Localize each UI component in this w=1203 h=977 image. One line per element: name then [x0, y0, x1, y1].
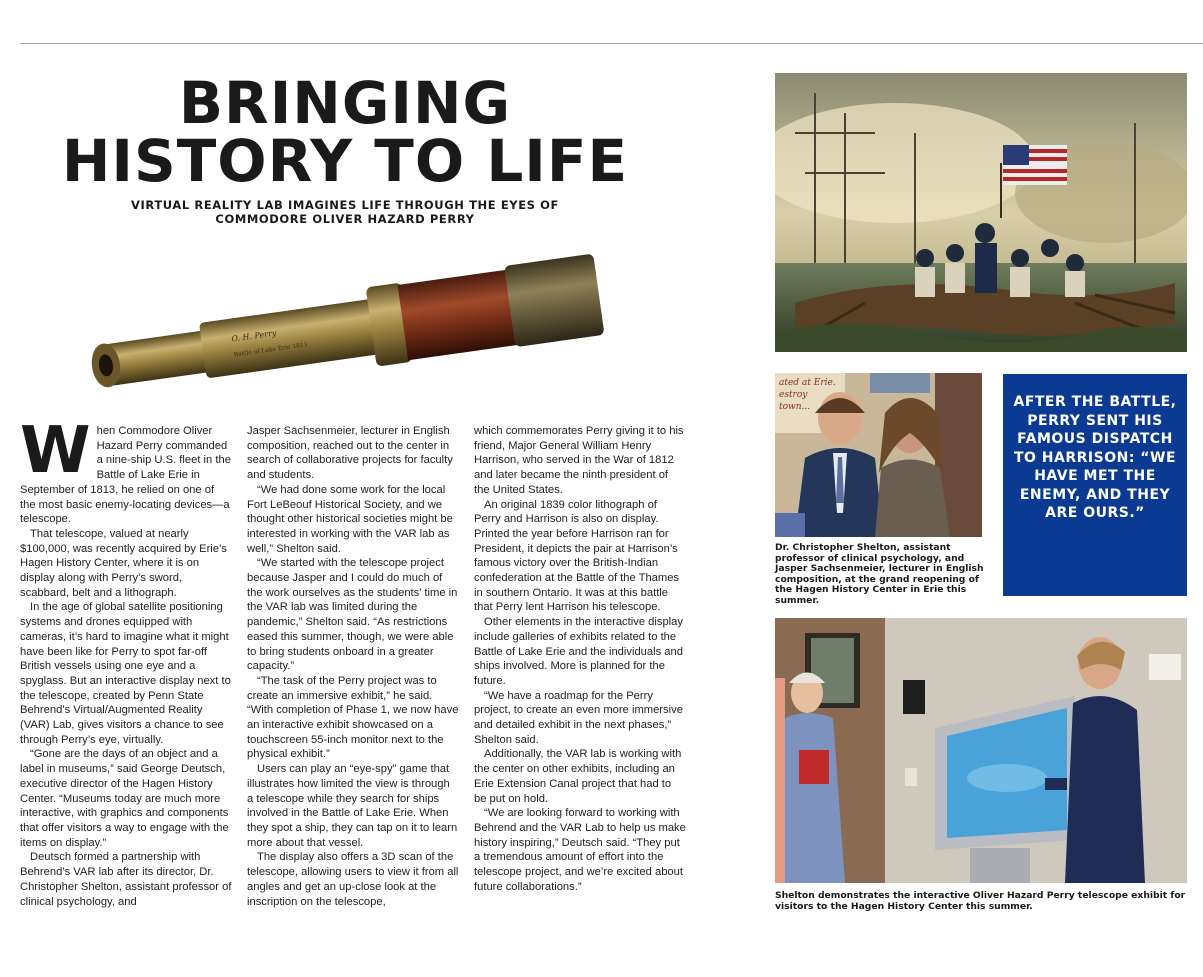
- subheadline: [80, 198, 610, 226]
- article-paragraph: “We have a roadmap for the Perry project, to create an even more immersive and detailed exhibit in the next phases,” Shelton said.: [474, 689, 683, 746]
- article-column-1: [20, 424, 232, 924]
- article-paragraph: “We had done some work for the local Fort LeBeouf Historical Society, and we thought other historical societies might be interested in working with the VAR lab as well,” Shelton said.: [247, 483, 453, 555]
- article-paragraph: Users can play an “eye-spy” game that illustrates how limited the view is through a telescope while they search for ships involved in the Battle of Lake Erie. When they spot a ship, they can tap on it to learn more about that vessel.: [247, 763, 458, 849]
- pull-quote: AFTER THE BATTLE, PERRY SENT HIS FAMOUS DISPATCH TO HARRISON: “WE HAVE MET THE ENEMY, AND THEY ARE OURS.”: [1003, 374, 1187, 596]
- article-column-3: [474, 424, 686, 924]
- article-paragraph: “We started with the telescope project because Jasper and I could do much of the work ourselves as the students’ time in the VAR lab was limited during the pandemic,” Shelton said. “As restrictions eased this summer, though, we were able to bring students onboard in a greater capacity.”: [247, 557, 458, 673]
- article-paragraph: “We are looking forward to working with Behrend and the VAR Lab to help us make history inspiring,” Deutsch said. “They put a tremendous amount of effort into the telescope project, and we’re excited about future collaborations.”: [474, 807, 686, 893]
- headline: [40, 69, 650, 195]
- exhibit-photo: [775, 618, 1187, 883]
- exhibit-caption: Shelton demonstrates the interactive Oliver Hazard Perry telescope exhibit for visitors to the Hagen History Center this summer.: [775, 890, 1186, 912]
- subheadline-line-2: COMMODORE OLIVER HAZARD PERRY: [215, 212, 475, 226]
- wall-text-1: ated at Erie.: [779, 378, 836, 388]
- portrait-caption: Dr. Christopher Shelton, assistant professor of clinical psychology, and Jasper Sachsenmeier, lecturer in English composition, at the grand reopening of the Hagen History Center in Erie this summer.: [775, 542, 984, 606]
- article-paragraph: That telescope, valued at nearly $100,000, was recently acquired by Erie’s Hagen History Center, where it is on display along with Perry’s sword, scabbard, belt and a lithograph.: [20, 527, 227, 599]
- article-paragraph: Deutsch formed a partnership with Behrend’s VAR lab after its director, Dr. Christopher Shelton, assistant professor of clinical psychology, and: [20, 851, 232, 908]
- battle-painting: [775, 73, 1187, 352]
- article-paragraph: hen Commodore Oliver Hazard Perry commanded a nine-ship U.S. fleet in the Battle of Lake Erie in September of 1813, he relied on one of the most basic enemy-locating devices—a telescope.: [20, 425, 231, 526]
- telescope-photo: [80, 240, 620, 400]
- headline-line-1: BRINGING: [178, 69, 512, 137]
- headline-line-2: HISTORY TO LIFE: [61, 127, 629, 195]
- article-paragraph: which commemorates Perry giving it to his friend, Major General William Henry Harrison, who served in the War of 1812 and later became the ninth president of the United States.: [474, 425, 684, 496]
- top-rule: [20, 43, 1203, 44]
- article-paragraph: “Gone are the days of an object and a label in museums,” said George Deutsch, executive director of the Hagen History Center. “Museums today are much more interactive, with graphics and components that offer visitors a way to engage with the items on display.”: [20, 748, 229, 849]
- wall-text-3: town...: [779, 402, 811, 412]
- article-paragraph: In the age of global satellite positioning systems and drones equipped with cameras, it’s hard to imagine what it might have been like for Perry to spot far-off British vessels using one eye and a spyglass. But an interactive display next to the telescope, created by Penn State Behrend’s Virtual/Augmented Reality (VAR) Lab, gives visitors a chance to see through Perry’s eye, virtually.: [20, 601, 231, 746]
- article-paragraph: An original 1839 color lithograph of Perry and Harrison is also on display. Printed the year before Harrison ran for President, it depicts the pair at Harrison’s famous victory over the British-Indian confederation at the Battle of the Thames in southern Ontario. It was at this battle that Perry lent Harrison his telescope.: [474, 498, 680, 614]
- article-paragraph: “The task of the Perry project was to create an immersive exhibit,” he said. “With completion of Phase 1, we now have an interactive exhibit showcased on a touchscreen 55-inch monitor next to the physical exhibit.”: [247, 674, 459, 761]
- article-paragraph: The display also offers a 3D scan of the telescope, allowing users to view it from all angles and get an up-close look at the inscription on the telescope,: [247, 851, 459, 908]
- wall-text-2: estroy: [779, 390, 808, 400]
- telescope-inscription-2: Battle of Lake Erie 1813: [233, 341, 308, 359]
- telescope-inscription-1: O. H. Perry: [230, 328, 277, 344]
- article-paragraph: Other elements in the interactive display include galleries of exhibits related to the Battle of Lake Erie and the individuals and ships involved. More is planned for the future.: [474, 616, 683, 687]
- article-paragraph: Jasper Sachsenmeier, lecturer in English composition, reached out to the center in search of collaborative projects for faculty and students.: [247, 425, 453, 482]
- article-paragraph: Additionally, the VAR lab is working with the center on other exhibits, including an Erie Extension Canal project that had to be put on hold.: [474, 748, 682, 805]
- subheadline-line-1: VIRTUAL REALITY LAB IMAGINES LIFE THROUGH THE EYES OF: [131, 198, 559, 212]
- portrait-photo: [775, 373, 982, 537]
- article-column-2: [247, 424, 459, 924]
- drop-cap: W: [20, 424, 91, 488]
